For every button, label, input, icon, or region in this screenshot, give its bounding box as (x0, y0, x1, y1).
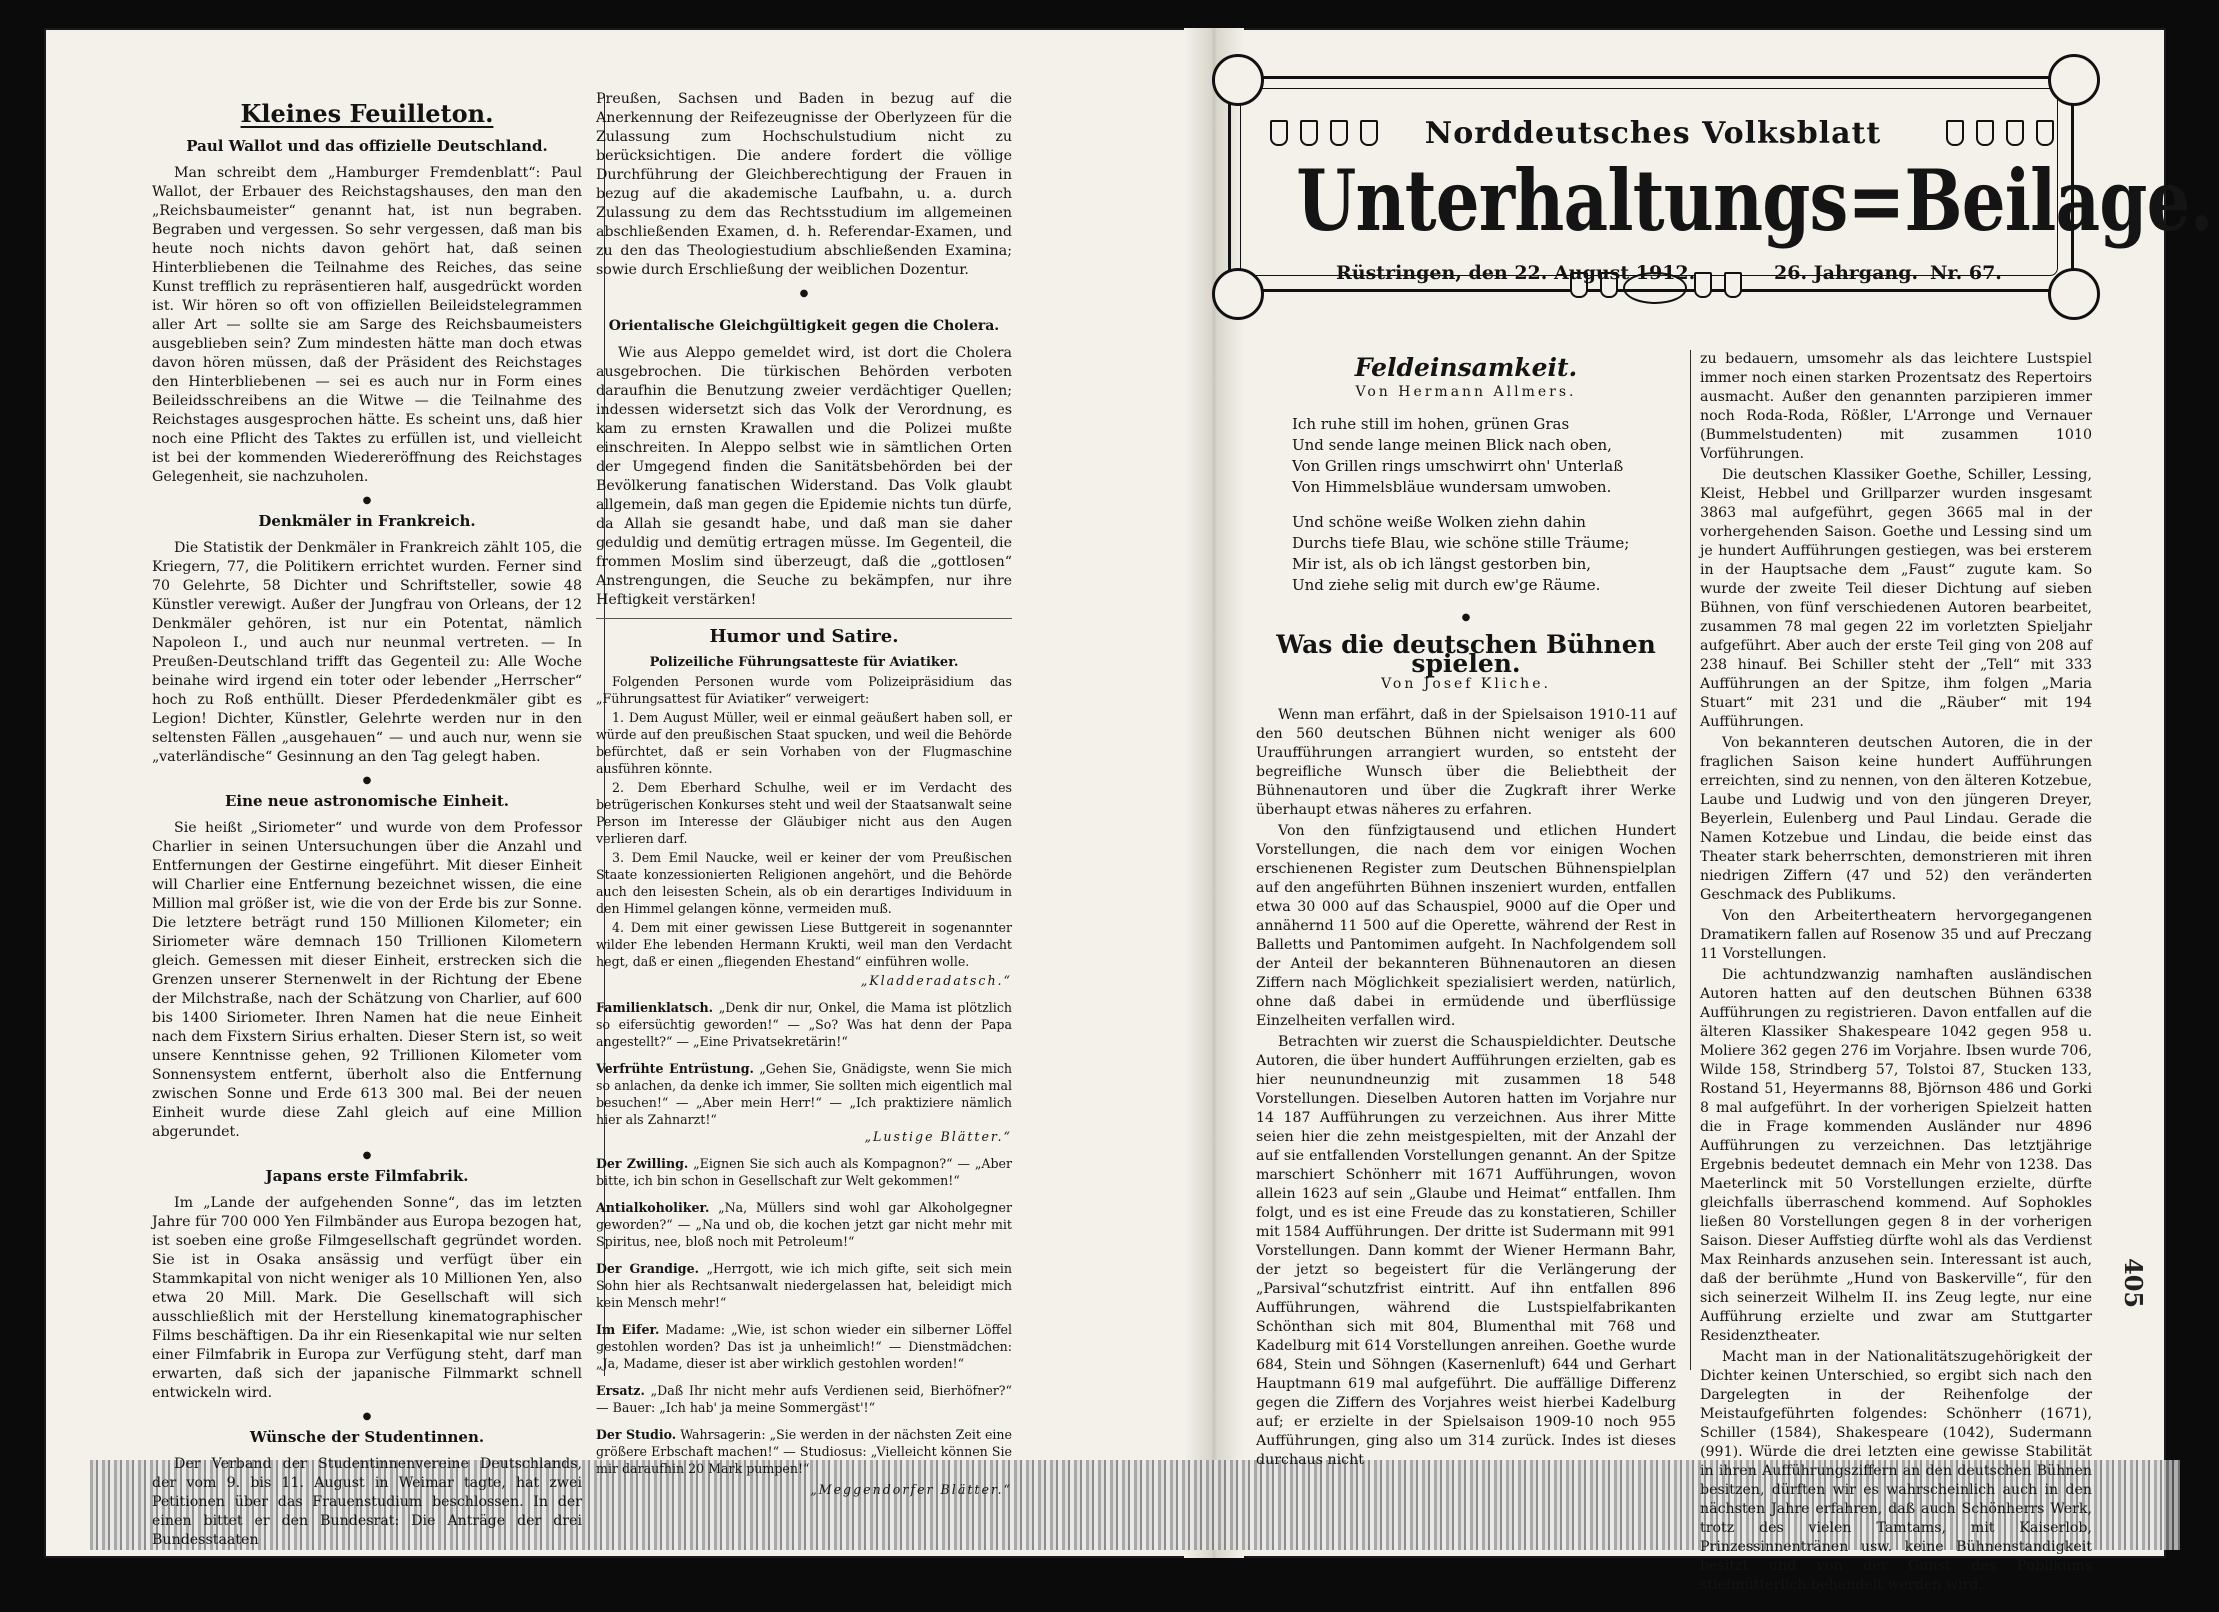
joke-text: „Eignen Sie sich auch als Kompagnon?“ — „Aber bitte, ich bin schon in Gesellschaft zur Welt gekommen!“ (596, 1156, 1012, 1188)
poem-line: Durchs tiefe Blau, wie schöne stille Träume; (1292, 534, 1630, 552)
column-rule (1690, 350, 1691, 1370)
article-paragraph: zu bedauern, umsomehr als das leichtere Lustspiel immer noch einen starken Prozentsatz des Repertoirs ausmacht. Außer den genannten parzipieren immer noch Roda-Roda, Rößler, L'Arronge und Vernauer (Bummelstudenten) mit zusammen 1010 Vorführungen. (1700, 351, 2092, 462)
joke-item (596, 1260, 1012, 1311)
studentinnen-continuation: Preußen, Sachsen und Baden in bezug auf die Anerkennung der Reifezeugnisse der Oberlyzeen für die Zulassung zum Hochschulstudium nicht zu berücksichtigen. Die andere fordert die völlige Durchführung der Gleichberechtigung der Frauen in bezug auf die akademische Laufbahn, u. a. durch Zulassung zu dem das Rechtsstudium im allgemeinen abschließenden Examen, d. h. Referendar-Examen, und zu den das Theologiestudium abschließenden Examina; sowie durch Erschließung der weiblichen Dozentur. (596, 91, 1012, 278)
left-column-2 (596, 90, 1012, 1497)
right-column-1 (1256, 350, 1676, 1468)
section-title-cholera: Orientalische Gleichgültigkeit gegen die Cholera. (608, 318, 1000, 334)
humor-intro: Folgenden Personen wurde vom Polizeipräsidium das „Führungsattest für Aviatiker“ verweigert: (596, 674, 1012, 706)
left-column-1 (152, 98, 582, 1548)
joke-text: „Na, Müllers sind wohl gar Alkoholgegner geworden?“ — „Na und ob, die kochen jetzt gar nicht mehr mit Spiritus, nee, bloß noch mit Petroleum!“ (596, 1200, 1012, 1249)
section-text-wallot: Man schreibt dem „Hamburger Fremdenblatt“: Paul Wallot, der Erbauer des Reichstagshauses, den man den „Reichsbaumeister“ genannt hat, ist nun begraben. Begraben und vergessen. So sehr vergessen, daß man bis heute noch nichts davon gehört hat, daß seinen Hinterbliebenen die Teilnahme des Reiches, das seine Kunst trefflich zu repräsentieren half, ausgedrückt worden ist. Wir hören so oft von offiziellen Beileidstelegrammen aller Art — sollte sie am Sarge des Reichsbaumeisters ausgeblieben sein? Zum mindesten hätte man doch etwas davon hören müssen, daß der Präsident des Reichstages den Hinterbliebenen — sei es auch nur in Form eines Beileidsschreibens an die Witwe — die Teilnahme des Reichstages ausgesprochen hätte. Es scheint uns, daß hier noch eine Pflicht des Taktes zu erfüllen ist, und vielleicht ist bei der kommenden Wiedereröffnung des Reichstages Gelegenheit, sie nachzuholen. (152, 165, 582, 485)
section-text-japan: Im „Lande der aufgehenden Sonne“, das im letzten Jahre für 700 000 Yen Filmbänder aus Europa bezogen hat, ist soeben eine große Filmgesellschaft gegründet worden. Sie ist in Osaka ansässig und verfügt über ein Stammkapital von nicht weniger als 10 Millionen Yen, also etwa 20 Mill. Mark. Die Gesellschaft will sich ausschließlich mit der Herstellung kinematographischer Films beschäftigen. Da ihr ein Riesenkapital wie nur selten einer Filmfabrik in Europa zur Verfügung steht, darf man erwarten, daß sich der japanische Filmmarkt schnell entwickeln wird. (152, 1195, 582, 1401)
article-paragraph: Macht man in der Nationalitätszugehörigkeit der Dichter keinen Unterschied, so ergibt sich nach den Dargelegten in der Reihenfolge der Meistaufgeführten folgendes: Schönherr (1671), Schiller (1584), Shakespeare (1042), Sudermann (991). Würde die drei letzten eine gewisse Stabilität in ihren Aufführungsziffern an den deutschen Bühnen besitzen, dürften wir es wahrscheinlich auch in den nächsten Jahre erfahren, daß auch Schönherrs Werk, trotz des vielen Tamtams, mit Kaiserlob, Prinzessinnentränen usw. keine Bühnenstandigkeit besitzt und von der Gunst des Publikums stiefmütterlich behandelt werden wird. (1700, 1349, 2092, 1593)
joke-text: „Daß Ihr nicht mehr aufs Verdienen seid, Bierhöfner?“ — Bauer: „Ich hab' ja meine Sommergäst'!“ (596, 1383, 1012, 1415)
divider-rule (596, 618, 1012, 619)
joke-source: „Lustige Blätter.“ (864, 1129, 1012, 1144)
joke-item (596, 1155, 1012, 1189)
joke-text: „Gehen Sie, Gnädigste, wenn Sie mich so anlachen, da denke ich immer, Sie sollten mich eigentlich mal besuchen!“ — „Aber mein Herr!“ — „Ich praktiziere nämlich hier als Zahnarzt!“ (596, 1061, 1012, 1127)
article-paragraph: Die deutschen Klassiker Goethe, Schiller, Lessing, Kleist, Hebbel und Grillparzer wurden insgesamt 3863 mal aufgeführt, gegen 3665 mal in der vorhergehenden Saison. Goethe und Lessing sind um je hundert Aufführungen gestiegen, was bei ersterem in der Hauptsache dem „Faust“ zugute kam. So wurde der zweite Teil dieser Dichtung auf sieben Bühnen, von fünf verschiedenen Autoren bearbeitet, zusammen 78 mal gegen 22 im vorletzten Spieljahr aufgeführt. Aber auch der erste Teil ging von 208 auf 238 hinauf. Bei Schiller steht der „Tell“ mit 333 Aufführungen an der Spitze, ihm folgen „Maria Stuart“ mit 231 und die „Räuber“ mit 194 Aufführungen. (1700, 467, 2092, 730)
masthead (1218, 36, 2213, 332)
masthead-volume: 26. Jahrgang. (1774, 262, 1919, 284)
divider-dot: ● (362, 1411, 372, 1422)
masthead-place-date: Rüstringen, den 22. August 1912. (1336, 262, 1696, 284)
article-paragraph: Von den fünfzigtausend und etlichen Hundert Vorstellungen, die nach dem vor einigen Wochen erschienenen Register zum Deutschen Bühnenspielplan auf den angeführten Bühnen inszeniert wurden, entfallen etwa 30 000 auf das Schauspiel, 9000 auf die Oper und annähernd 11 500 auf die Operette, während der Rest in Balletts und Pantomimen aufgeht. In Nachfolgendem soll der Anteil der bekannteren Bühnenautoren an diesen Ziffern nach Möglichkeit spezialisiert werden, natürlich, ohne daß dabei in ermüdende und überflüssige Einzelheiten verfallen wird. (1256, 823, 1676, 1029)
joke-label: Der Zwilling. (596, 1156, 689, 1171)
section-title-studentinnen: Wünsche der Studentinnen. (249, 1428, 485, 1446)
masthead-newspaper-name: Norddeutsches Volksblatt (1424, 116, 1882, 151)
joke-text: „Herrgott, wie ich mich gifte, seit sich mein Sohn hier als Rechtsanwalt niedergelassen hat, beleidigt mich kein Mensch mehr!“ (596, 1261, 1012, 1310)
joke-item (596, 1426, 1012, 1477)
corner-ornament-icon (1212, 54, 1264, 106)
feuilleton-title: Kleines Feuilleton. (240, 99, 494, 128)
right-column-2 (1700, 350, 2092, 1593)
joke-text: „Denk dir nur, Onkel, die Mama ist plötzlich so eifersüchtig geworden!“ — „So? Was hat denn der Papa angestellt?“ — „Eine Privatsekretärin!“ (596, 1000, 1012, 1049)
joke-label: Ersatz. (596, 1383, 645, 1398)
joke-label: Antialkoholiker. (596, 1200, 710, 1215)
divider-dot: ● (362, 775, 372, 786)
article-paragraph: Wenn man erfährt, daß in der Spielsaison 1910-11 auf den 560 deutschen Bühnen nicht weniger als 600 Uraufführungen arrangiert wurden, so entsteht der begreifliche Wunsch über die Beliebtheit der Bühnenautoren und über die Zugkraft ihrer Werke überhaupt etwas näheres zu erfahren. (1256, 707, 1676, 818)
divider-dot: ● (362, 495, 372, 506)
masthead-title: Unterhaltungs=Beilage. (1296, 151, 2213, 250)
humor-source-2: „Meggendorfer Blätter.“ (810, 1482, 1012, 1497)
poem-line: Von Grillen rings umschwirrt ohn' Unterlaß (1292, 457, 1624, 475)
humor-list-item: 1. Dem August Müller, weil er einmal geäußert haben soll, er würde auf den preußischen Staat spucken, und weil die Behörde befürchtet, daß er sein Vorhaben von der Flugmaschine ausführen könnte. (596, 710, 1012, 776)
joke-label: Verfrühte Entrüstung. (596, 1061, 754, 1076)
article-paragraph: Die achtundzwanzig namhaften ausländischen Autoren hatten auf den deutschen Bühnen 6338 Aufführungen zu registrieren. Davon entfallen auf die älteren Klassiker Shakespeare 1042 gegen 958 u. Moliere 362 gegen 276 im Vorjahre. Ibsen wurde 706, Wilde 158, Strindberg 57, Tolstoi 87, Stucken 133, Rostand 51, Heyermanns 88, Björnson 486 und Gorki 8 mal aufgeführt. In der vorherigen Spielzeit hatten die in Frage kommenden Ausländer nur 4896 Aufführungen zu verzeichnen. Das letztjährige Ergebnis bedeutet demnach ein Mehr von 1238. Das Maeterlinck mit 50 Vorstellungen erzielte, dürfte gleichfalls überraschend kommend. Auf Sophokles ließen 80 Vorstellungen gegen 8 in der vorherigen Saison. Dieser Auffstieg dürfte wohl als das Verdienst Max Reinhards anzusehen sein. Interessant ist auch, daß der berühmte „Hund von Baskerville“, für den sich seinerzeit Wilhelm II. ins Zeug legte, nur eine Aufführung erzielte und zwar am Stuttgarter Residenztheater. (1700, 967, 2092, 1344)
humor-list-item: 2. Dem Eberhard Schulhe, weil er im Verdacht des betrügerischen Konkurses steht und weil der Staatsanwalt seine Person im Interesse der Gläubiger nicht aus den Augen verlieren darf. (596, 780, 1012, 846)
section-title-wallot: Paul Wallot und das offizielle Deutschland. (186, 137, 548, 155)
humor-list-item: 4. Dem mit einer gewissen Liese Buttgereit in sogenannter wilder Ehe lebenden Hermann Krukti, weil man den Verdacht hegt, daß er einen „fliegenden Ehestand“ einführen wolle. (596, 920, 1012, 969)
humor-subtitle: Polizeiliche Führungsatteste für Aviatiker. (649, 655, 959, 670)
joke-text: Wahrsagerin: „Sie werden in der nächsten Zeit eine größere Erbschaft machen!“ — Studiosus: „Vielleicht können Sie mir daraufhin 20 Mark pumpen!“ (596, 1427, 1012, 1476)
divider-dot: ● (362, 1150, 372, 1161)
section-text-siriometer: Sie heißt „Siriometer“ und wurde von dem Professor Charlier in seinen Untersuchungen über die Anzahl und Entfernungen der Gestirne eingeführt. Mit dieser Einheit will Charlier eine Entfernung bezeichnet wissen, die eine Million mal größer ist, wie die von der Erde bis zur Sonne. Die letztere beträgt rund 150 Millionen Kilometer; ein Siriometer wäre demnach 150 Trillionen Kilometern gleich. Gemessen mit dieser Einheit, erstrecken sich die Grenzen unserer Sternenwelt in der Richtung der Ebene der Milchstraße, nach der Schätzung von Charlier, auf 600 bis 1400 Siriometer. Ihren Namen hat die neue Einheit nach dem Fixstern Sirius erhalten. Dieser Stern ist, so weit unsere Kenntnisse gehen, 92 Trillionen Kilometer vom Sonnensystem entfernt, überholt also die Entfernung zwischen Sonne und Erde 613 300 mal. Bei der neuen Einheit wurde diese Zahl gleich auf eine Million abgerundet. (152, 820, 582, 1140)
corner-ornament-icon (1212, 268, 1264, 320)
article-title: Was die deutschen Bühnen spielen. (1276, 630, 1656, 678)
joke-item (596, 1382, 1012, 1416)
joke-item (596, 1060, 1012, 1145)
poem-line: Und ziehe selig mit durch ew'ge Räume. (1292, 576, 1601, 594)
poem-title: Feldeinsamkeit. (1354, 353, 1578, 382)
humor-list-item: 3. Dem Emil Naucke, weil er keiner der vom Preußischen Staate konzessionierten Religionen angehört, und die Behörde auch den leisesten Schein, als ob ein derartiges Individuum in den Himmel gelangen könne, vermeiden muß. (596, 850, 1012, 916)
article-byline: Von Josef Kliche. (1381, 676, 1551, 692)
joke-label: Familienklatsch. (596, 1000, 714, 1015)
poem-line: Und schöne weiße Wolken ziehn dahin (1292, 513, 1586, 531)
section-title-siriometer: Eine neue astronomische Einheit. (225, 792, 509, 810)
article-paragraph: Von bekannteren deutschen Autoren, die in der fraglichen Saison keine hundert Aufführungen erreichten, sind zu nennen, von den älteren Kotzebue, Laube und Ludwig und von den jüngeren Dreyer, Beyerlein, Eulenberg und Paul Lindau. Gerade die Namen Kotzebue und Lindau, die beide einst das Theater stark beherrschten, demonstrieren mit ihren niedrigen Ziffern (47 und 52) den veränderten Geschmack des Publikums. (1700, 735, 2092, 903)
corner-ornament-icon (2048, 268, 2100, 320)
section-title-japan: Japans erste Filmfabrik. (265, 1167, 469, 1185)
lamp-ornament-icon (1694, 272, 1742, 298)
joke-label: Der Grandige. (596, 1261, 699, 1276)
joke-label: Im Eifer. (596, 1322, 660, 1337)
humor-title: Humor und Satire. (709, 626, 899, 647)
masthead-issue-number: Nr. 67. (1930, 262, 2002, 284)
page-number: 405 (2119, 1258, 2148, 1309)
joke-item (596, 999, 1012, 1050)
joke-item (596, 1321, 1012, 1372)
poem-byline: Von Hermann Allmers. (1355, 384, 1577, 400)
section-text-cholera: Wie aus Aleppo gemeldet wird, ist dort die Cholera ausgebrochen. Die türkischen Behörden verboten daraufhin die Benutzung zweier verdächtiger Quellen; indessen widersetzt sich das Volk der Verordnung, es kam zu ernsten Krawallen und die Polizei mußte einschreiten. In Aleppo selbst wie in sämtlichen Orten der Umgegend finden die Sanitätsbehörden bei der Bevölkerung fanatischen Widerstand. Das Volk glaubt allgemein, daß man gegen die Epidemie nichts tun dürfe, da Allah sie gesandt habe, und daß man sie daher geduldig und demütig ertragen müsse. Im Gegenteil, die frommen Moslim sind überzeugt, daß die „gottlosen“ Anstrengungen, die Seuche zu bekämpfen, nur ihre Heftigkeit verstärken! (596, 345, 1012, 608)
section-text-denkmaeler: Die Statistik der Denkmäler in Frankreich zählt 105, die Kriegern, 77, die Politikern errichtet wurden. Ferner sind 70 Gelehrte, 58 Dichter und Schriftsteller, sowie 48 Künstler verewigt. Außer der Jungfrau von Orleans, der 12 Denkmäler gehören, ist nur ein Potentat, nämlich Napoleon I., und auch nur neunmal vertreten. — In Preußen-Deutschland trifft das Gegenteil zu: Alle Woche beinahe wird irgend ein toter oder lebender „Herrscher“ hoch zu Roß enthüllt. Dieser Pferdedenkmäler gibt es Legion! Dichter, Künstler, Gelehrte werden nur in den seltensten Fällen „ausgehauen“ — und auch nur, wenn sie „vaterländische“ Gesinnung an den Tag gelegt haben. (152, 540, 582, 765)
humor-source: „Kladderadatsch.“ (860, 973, 1012, 988)
article-paragraph: Von den Arbeitertheatern hervorgegangenen Dramatikern fallen auf Rosenow 35 und auf Preczang 11 Vorstellungen. (1700, 908, 2092, 962)
joke-item (596, 1199, 1012, 1250)
article-paragraph: Betrachten wir zuerst die Schauspieldichter. Deutsche Autoren, die über hundert Aufführungen erzielten, gab es hier neunundneunzig mit zusammen 18 548 Vorstellungen. Dieselben Autoren hatten im Vorjahre nur 14 187 Aufführungen zu verzeichnen. Aus ihrer Mitte seien hier die zehn meistgespielten, mit der Anzahl der auf sie entfallenden Vorstellungen genannt. An der Spitze marschiert Schönherr mit 1671 Aufführungen, wovon allein 1623 auf sein „Glaube und Heimat“ entfallen. Ihm folgt, und es ist eine Freude das zu konstatieren, Schiller mit 1584 Aufführungen. Der dritte ist Sudermann mit 991 Vorstellungen. Dann kommt der Wiener Hermann Bahr, der jetzt so begeistert für die Verlängerung der „Parsival“schutzfrist eintritt. Auf ihn entfallen 896 Aufführungen, während die Lustspielfabrikanten Schönthan sich mit 804, Blumenthal mit 768 und Kadelburg mit 614 Vorstellungen anreihen. Goethe wurde 684, Stein und Söhngen (Kasernenluft) 644 und Gerhart Hauptmann 619 mal aufgeführt. Die auffällige Differenz gegen die Ziffern des Vorjahres weist hierbei Kadelburg auf; er erzielte in der Spielsaison 1909-10 noch 955 Aufführungen, ging also um 314 zurück. Indes ist dieses durchaus nicht (1256, 1034, 1676, 1468)
poem-line: Ich ruhe still im hohen, grünen Gras (1292, 415, 1570, 433)
section-title-denkmaeler: Denkmäler in Frankreich. (258, 512, 476, 530)
poem-line: Von Himmelsbläue wundersam umwoben. (1292, 478, 1612, 496)
poem-line: Und sende lange meinen Blick nach oben, (1292, 436, 1612, 454)
divider-dot: ● (1461, 612, 1471, 623)
poem-line: Mir ist, als ob ich längst gestorben bin, (1292, 555, 1592, 573)
section-text-studentinnen: Der Verband der Studentinnenvereine Deutschlands, der vom 9. bis 11. August in Weimar tagte, hat zwei Petitionen über das Frauenstudium beschlossen. In der einen bittet er den Bundesrat: Die Anträge der drei Bundesstaaten (152, 1456, 582, 1548)
divider-dot: ● (799, 288, 809, 299)
joke-text: Madame: „Wie, ist schon wieder ein silberner Löffel gestohlen worden? Das ist ja unheimlich!“ — Dienstmädchen: „Ja, Madame, dieser ist aber wirklich gestohlen worden!“ (596, 1322, 1012, 1371)
joke-label: Der Studio. (596, 1427, 677, 1442)
corner-ornament-icon (2048, 54, 2100, 106)
